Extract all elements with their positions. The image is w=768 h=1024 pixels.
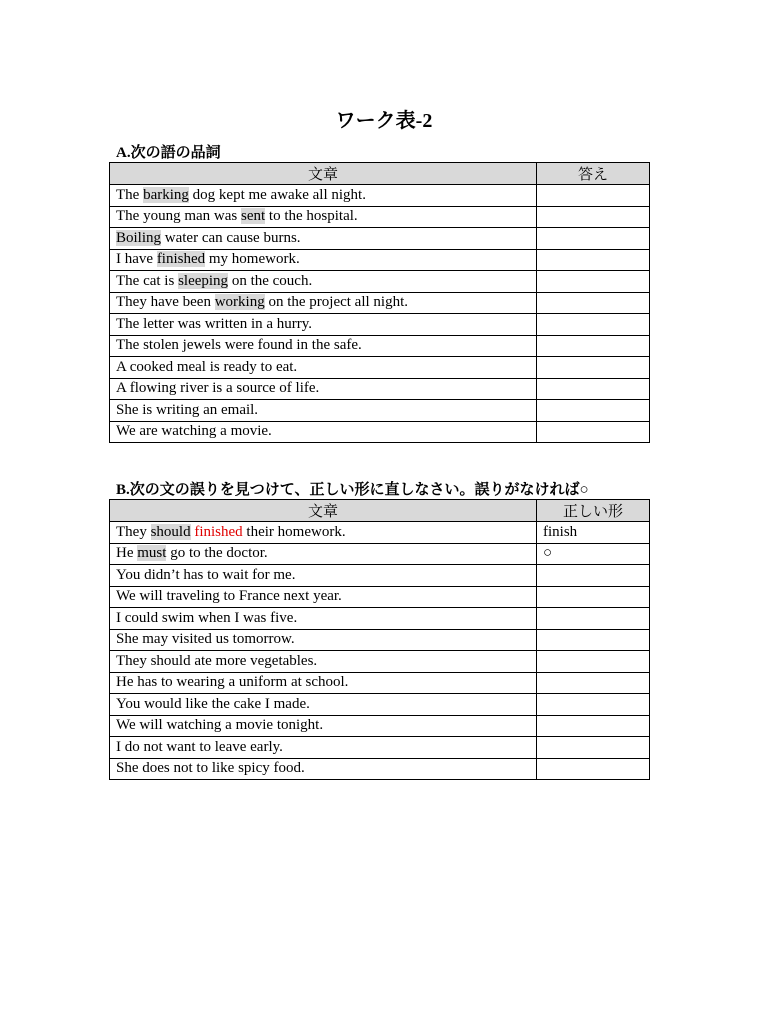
answer-cell[interactable]: [537, 629, 650, 651]
section-a-label: A.次の語の品詞: [116, 145, 221, 161]
answer-cell[interactable]: [537, 651, 650, 673]
sentence-cell: [110, 357, 537, 379]
table-header-row: [110, 500, 650, 522]
sentence-text: The: [116, 186, 144, 203]
answer-cell[interactable]: [537, 421, 650, 443]
table-row: [110, 586, 650, 608]
answer-cell[interactable]: [537, 314, 650, 336]
sentence-text: I have: [116, 251, 157, 268]
answer-cell[interactable]: [537, 586, 650, 608]
sentence-text: A flowing river is a source of life.: [116, 380, 320, 397]
sentence-text: their homework.: [242, 523, 346, 540]
answer-cell[interactable]: finish: [537, 522, 650, 544]
answer-cell[interactable]: [537, 228, 650, 250]
sentence-cell: [110, 586, 537, 608]
sentence-text: I could swim when I was five.: [116, 609, 298, 626]
sentence-cell: [110, 292, 537, 314]
section-b-label: B.次の文の誤りを見つけて、正しい形に直しなさい。誤りがなければ○: [116, 482, 589, 498]
table-row: [110, 206, 650, 228]
table-row: [110, 378, 650, 400]
sentence-text: dog kept me awake all night.: [188, 186, 366, 203]
highlighted-word: finished: [156, 251, 206, 268]
answer-cell[interactable]: ○: [537, 543, 650, 565]
error-word: finished: [194, 523, 243, 540]
sentence-cell: [110, 608, 537, 630]
answer-cell[interactable]: [537, 206, 650, 228]
sentence-text: They have been: [116, 294, 215, 311]
table-row: [110, 629, 650, 651]
table-row: [110, 694, 650, 716]
header-correct-form: 正しい形: [537, 500, 650, 522]
answer-cell[interactable]: [537, 378, 650, 400]
sentence-text: We will traveling to France next year.: [116, 588, 342, 605]
sentence-text: He has to wearing a uniform at school.: [116, 674, 349, 691]
table-row: [110, 758, 650, 780]
answer-cell[interactable]: [537, 715, 650, 737]
section-a-table: [109, 162, 650, 443]
table-row: [110, 737, 650, 759]
sentence-cell: [110, 228, 537, 250]
sentence-text: water can cause burns.: [161, 229, 301, 246]
sentence-cell: [110, 694, 537, 716]
table-row: [110, 522, 650, 544]
sentence-text: to the hospital.: [265, 208, 358, 225]
answer-cell[interactable]: [537, 608, 650, 630]
sentence-cell: [110, 378, 537, 400]
sentence-text: The young man was: [116, 208, 241, 225]
table-row: [110, 400, 650, 422]
table-row: [110, 271, 650, 293]
sentence-text: She is writing an email.: [116, 401, 259, 418]
sentence-text: on the project all night.: [264, 294, 409, 311]
table-row: [110, 314, 650, 336]
sentence-cell: [110, 271, 537, 293]
sentence-text: You would like the cake I made.: [116, 695, 310, 712]
highlighted-word: must: [137, 545, 167, 562]
highlighted-word: Boiling: [116, 229, 162, 246]
highlighted-word: sleeping: [178, 272, 229, 289]
sentence-cell: [110, 629, 537, 651]
sentence-text: The cat is: [116, 272, 179, 289]
answer-cell[interactable]: [537, 737, 650, 759]
table-row: [110, 672, 650, 694]
table-row: [110, 543, 650, 565]
sentence-cell: [110, 421, 537, 443]
sentence-cell: [110, 335, 537, 357]
sentence-text: They: [116, 523, 151, 540]
sentence-cell: [110, 758, 537, 780]
answer-cell[interactable]: [537, 565, 650, 587]
sentence-text: go to the doctor.: [166, 545, 268, 562]
sentence-cell: [110, 206, 537, 228]
answer-cell[interactable]: [537, 335, 650, 357]
sentence-text: my homework.: [205, 251, 300, 268]
highlighted-word: should: [150, 523, 191, 540]
table-row: [110, 608, 650, 630]
sentence-cell: [110, 400, 537, 422]
sentence-text: A cooked meal is ready to eat.: [116, 358, 298, 375]
sentence-text: She does not to like spicy food.: [116, 760, 305, 777]
table-header-row: [110, 163, 650, 185]
sentence-cell: [110, 565, 537, 587]
header-answer: 答え: [537, 163, 650, 185]
answer-cell[interactable]: [537, 292, 650, 314]
answer-cell[interactable]: [537, 271, 650, 293]
answer-cell[interactable]: [537, 672, 650, 694]
header-sentence: 文章: [110, 500, 537, 522]
table-row: [110, 565, 650, 587]
sentence-text: She may visited us tomorrow.: [116, 631, 295, 648]
table-row: [110, 335, 650, 357]
table-row: [110, 185, 650, 207]
answer-cell[interactable]: [537, 249, 650, 271]
table-row: [110, 421, 650, 443]
table-row: [110, 228, 650, 250]
sentence-text: The letter was written in a hurry.: [116, 315, 313, 332]
sentence-cell: [110, 543, 537, 565]
section-b-table: [109, 499, 650, 780]
answer-cell[interactable]: [537, 357, 650, 379]
header-sentence: 文章: [110, 163, 537, 185]
table-row: [110, 651, 650, 673]
sentence-text: The stolen jewels were found in the safe.: [116, 337, 362, 354]
table-row: [110, 357, 650, 379]
sentence-cell: [110, 522, 537, 544]
sentence-cell: [110, 672, 537, 694]
sentence-text: We will watching a movie tonight.: [116, 717, 324, 734]
table-row: [110, 249, 650, 271]
sentence-cell: [110, 737, 537, 759]
table-row: [110, 292, 650, 314]
highlighted-word: sent: [240, 208, 266, 225]
answer-cell[interactable]: [537, 185, 650, 207]
highlighted-word: working: [214, 294, 265, 311]
answer-cell[interactable]: [537, 758, 650, 780]
sentence-text: on the couch.: [228, 272, 313, 289]
sentence-text: He: [116, 545, 138, 562]
sentence-cell: [110, 249, 537, 271]
table-row: [110, 715, 650, 737]
page-title: ワーク表-2: [335, 110, 433, 132]
highlighted-word: barking: [143, 186, 189, 203]
sentence-cell: [110, 185, 537, 207]
sentence-text: I do not want to leave early.: [116, 738, 283, 755]
sentence-text: We are watching a movie.: [116, 423, 272, 440]
answer-cell[interactable]: [537, 694, 650, 716]
sentence-text: They should ate more vegetables.: [116, 652, 318, 669]
sentence-cell: [110, 651, 537, 673]
answer-cell[interactable]: [537, 400, 650, 422]
sentence-cell: [110, 715, 537, 737]
sentence-cell: [110, 314, 537, 336]
sentence-text: You didn’t has to wait for me.: [116, 566, 296, 583]
